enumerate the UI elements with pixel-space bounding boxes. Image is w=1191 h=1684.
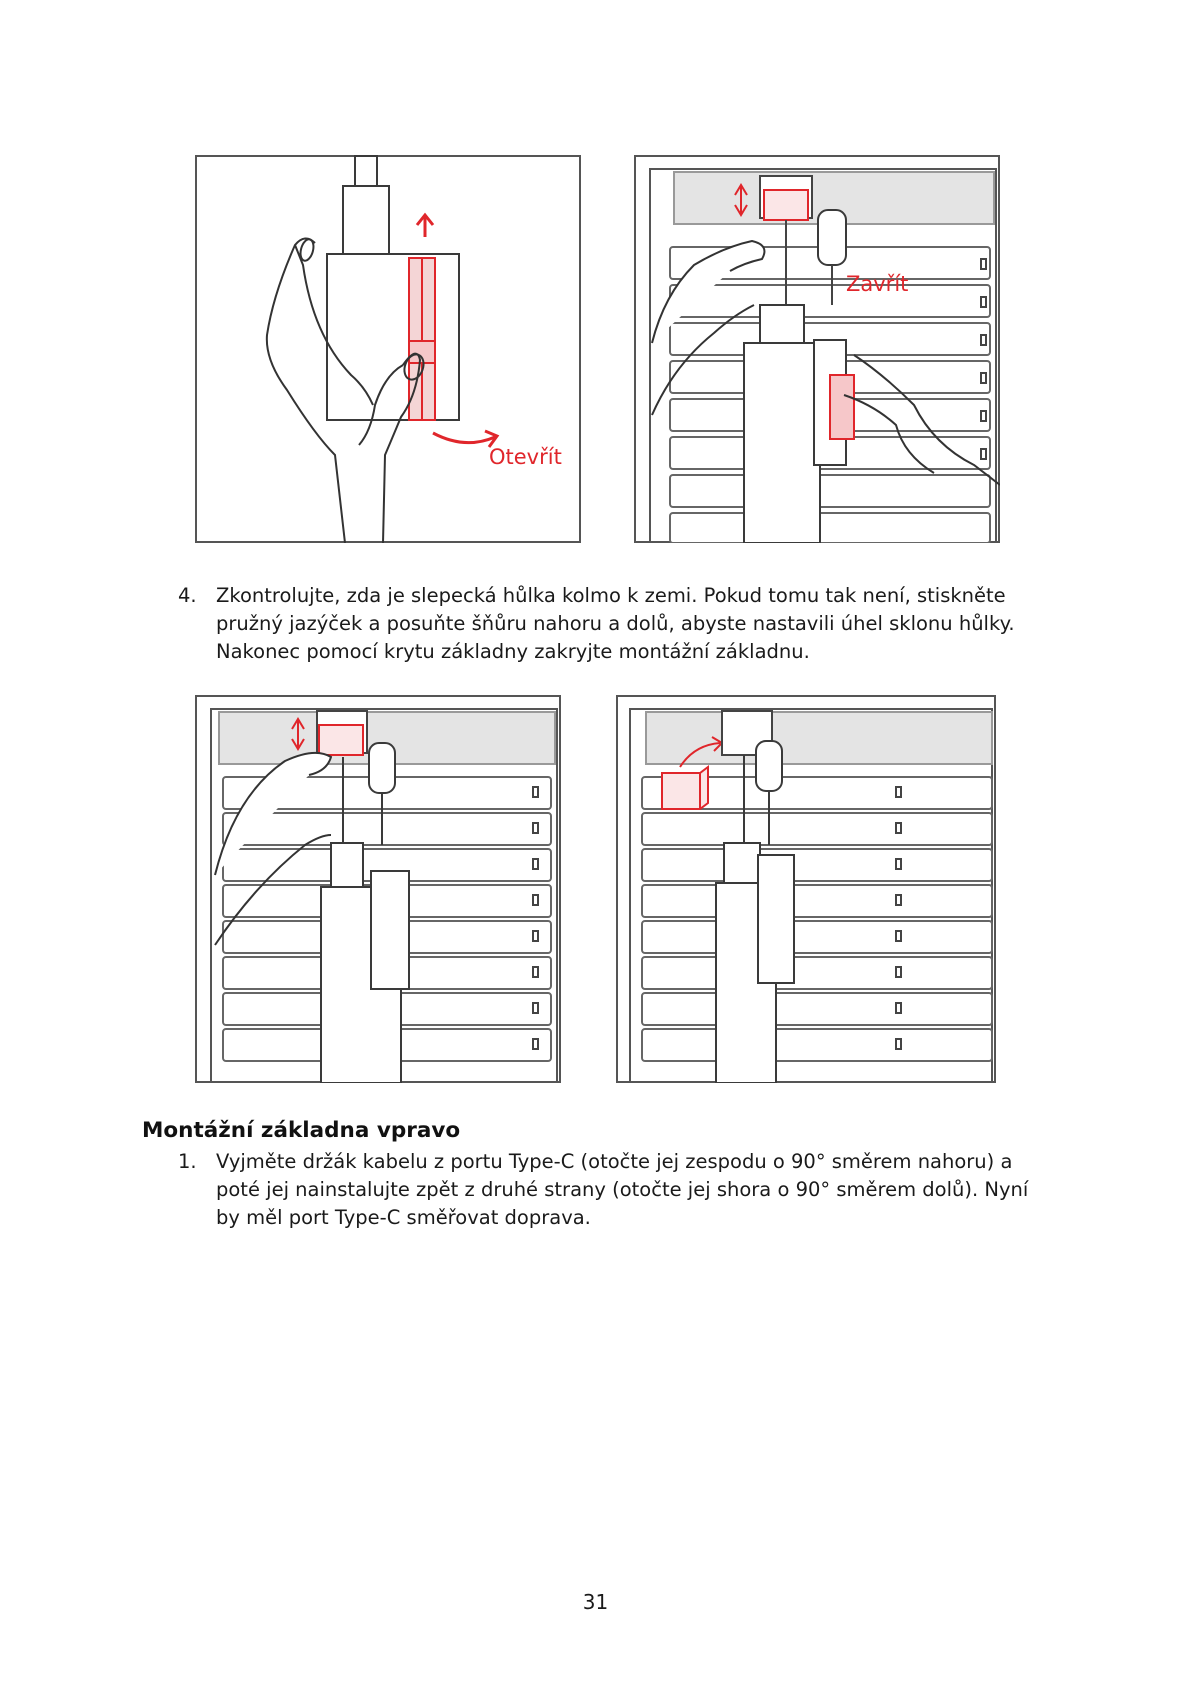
figure-open-tilt <box>195 155 581 543</box>
section-step-1-number: 1. <box>178 1150 197 1173</box>
step-4-line-2: pružný jazýček a posuňte šňůru nahoru a dolů, abyste nastavili úhel sklonu hůlky. <box>216 612 1015 635</box>
step-4-line-1: Zkontrolujte, zda je slepecká hůlka kolmo k zemi. Pokud tomu tak není, stiskněte <box>216 584 1006 607</box>
page-number: 31 <box>582 1590 609 1614</box>
step-4-line-3: Nakonec pomocí krytu základny zakryjte montážní základnu. <box>216 640 810 663</box>
step-4 <box>178 582 1098 672</box>
figure-cover-base <box>616 695 996 1083</box>
figure-close-tilt <box>634 155 1000 543</box>
section-step-1 <box>178 1148 1098 1238</box>
section-heading: Montážní základna vpravo <box>142 1118 461 1143</box>
open-label: Otevřít <box>489 445 562 469</box>
figure-adjust-angle <box>195 695 561 1083</box>
close-label: Zavřít <box>846 272 909 296</box>
section-step-1-line-2: poté jej nainstalujte zpět z druhé strany (otočte jej shora o 90° směrem dolů). Nyní <box>216 1178 1029 1201</box>
section-step-1-line-1: Vyjměte držák kabelu z portu Type-C (otočte jej zespodu o 90° směrem nahoru) a <box>216 1150 1013 1173</box>
section-step-1-line-3: by měl port Type-C směřovat doprava. <box>216 1206 591 1229</box>
step-4-number: 4. <box>178 584 197 607</box>
